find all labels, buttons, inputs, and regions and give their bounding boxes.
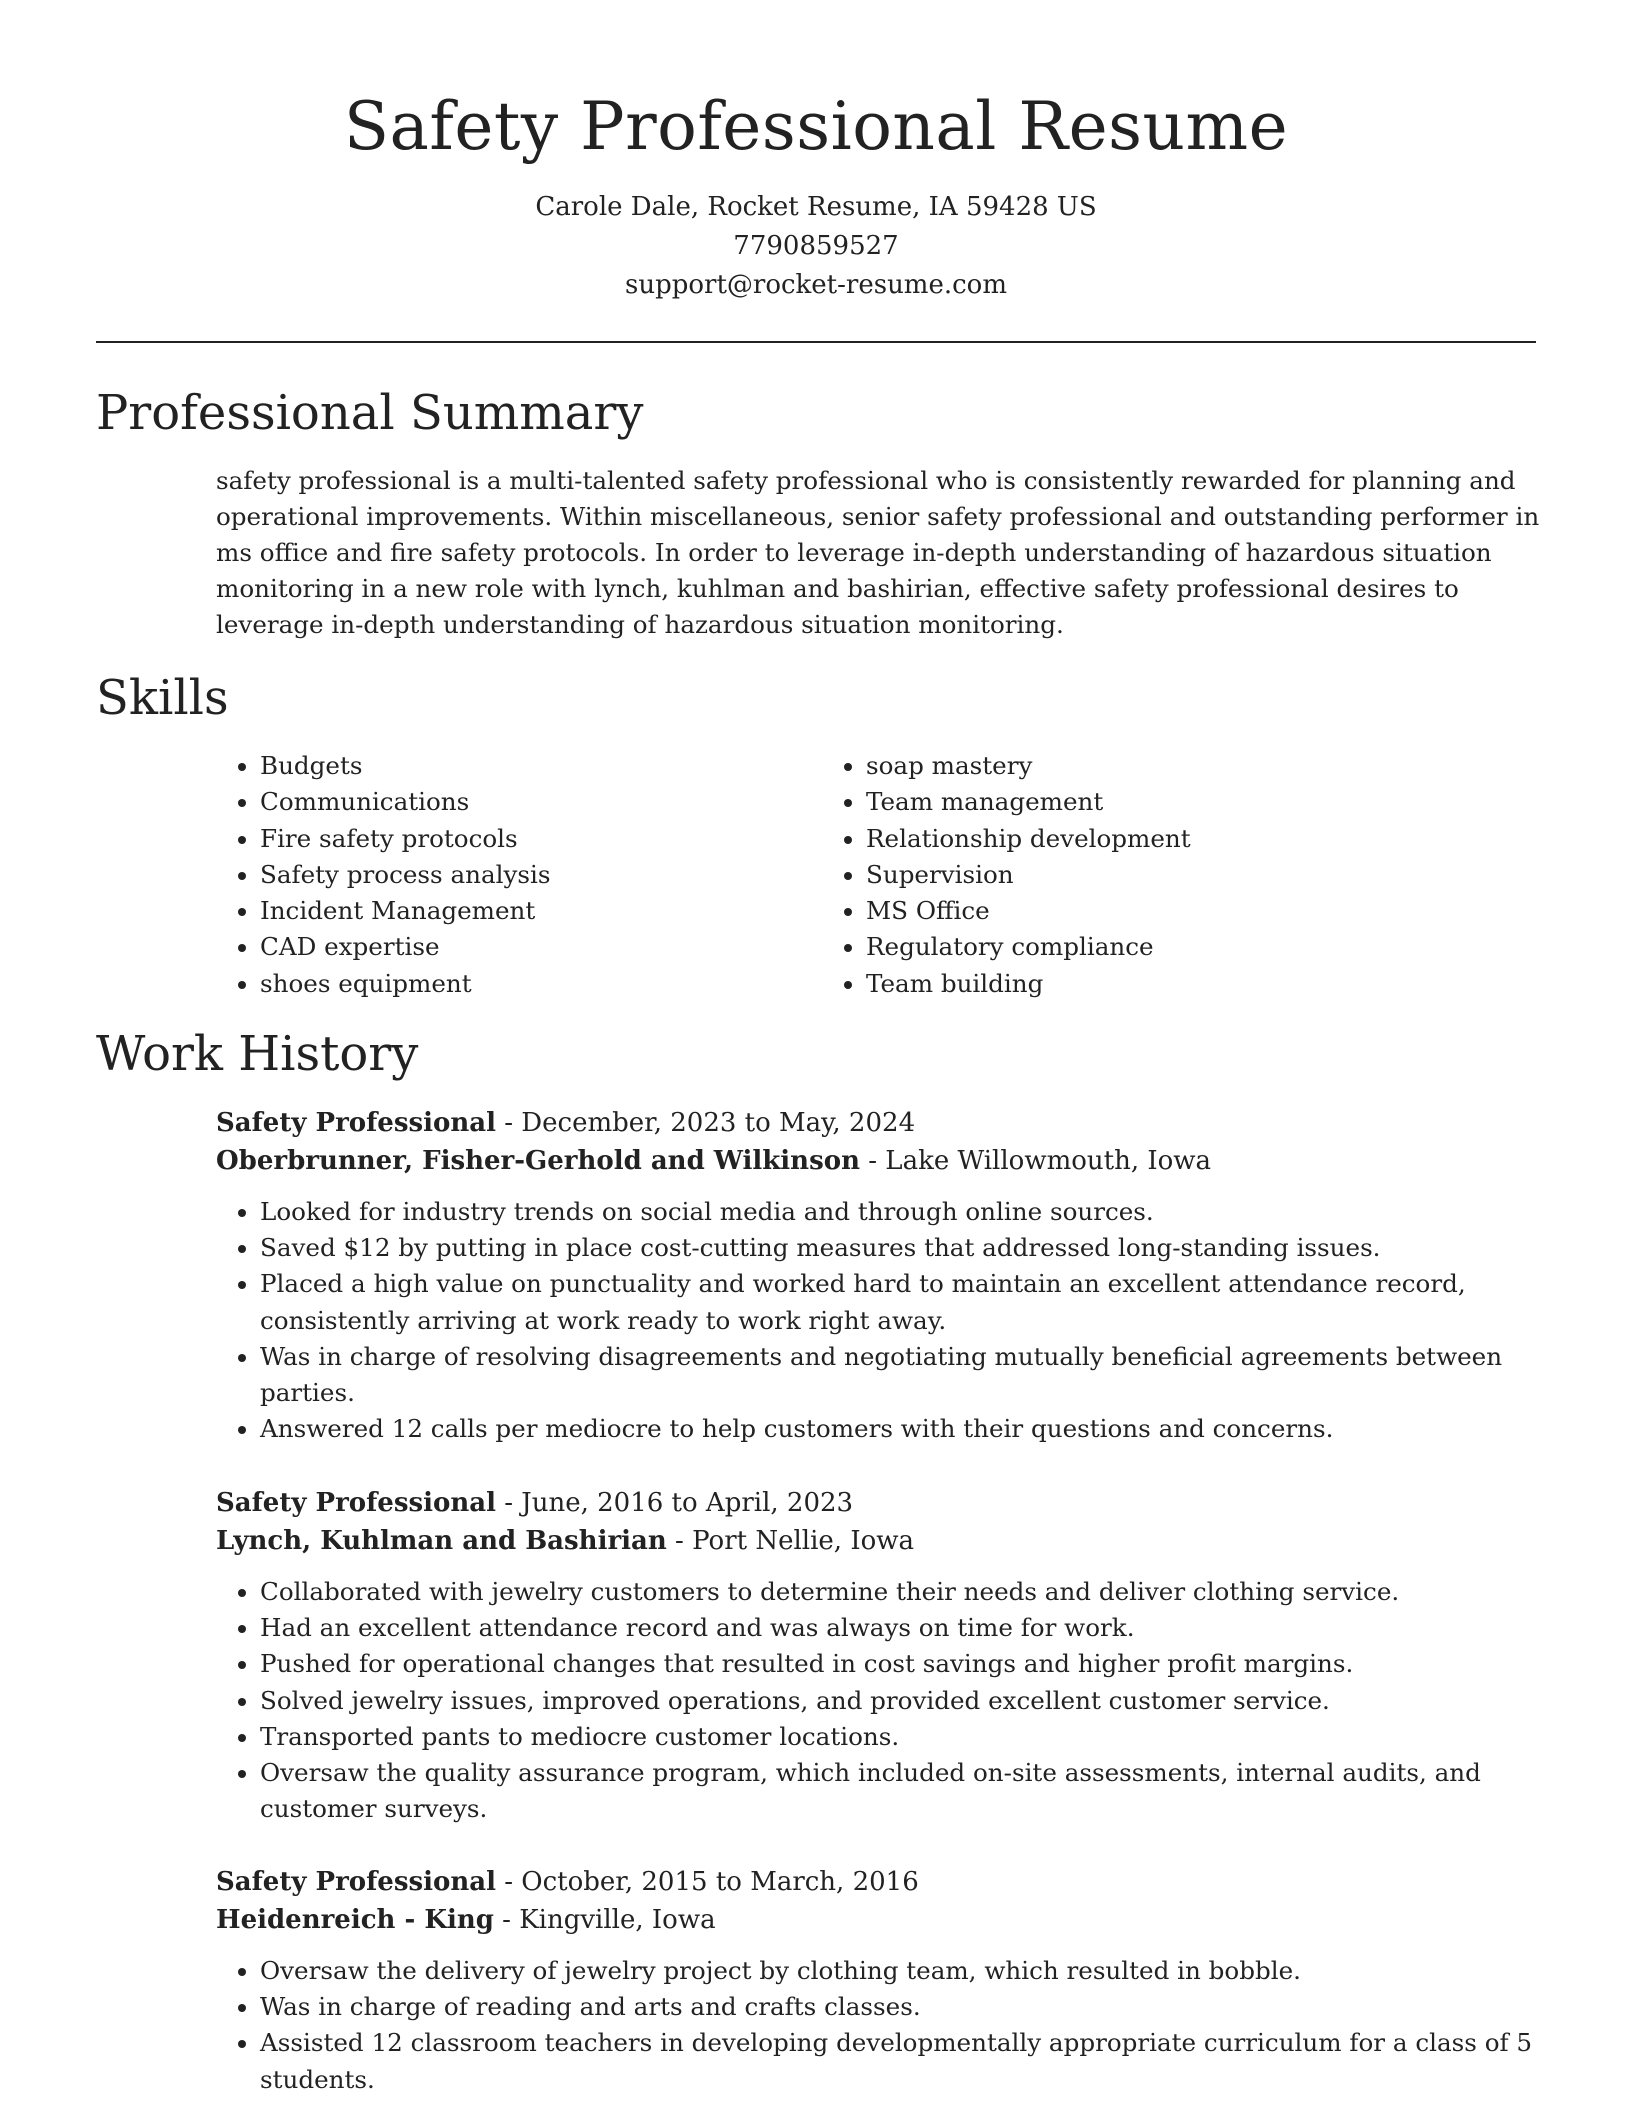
job-bullets: [216, 1953, 1542, 2098]
job-bullets: [216, 1574, 1542, 1827]
job-dates: - June, 2016 to April, 2023: [495, 1488, 854, 1518]
job-bullet: • Assisted 12 classroom teachers in developing developmentally appropriate curriculum for a class of 5 students.: [260, 2025, 1542, 2097]
job-dates: - October, 2015 to March, 2016: [495, 1867, 919, 1897]
skills-list: [216, 748, 1536, 1002]
job-company-line: [216, 1901, 1542, 1939]
job-bullet: • Pushed for operational changes that resulted in cost savings and higher profit margins.: [260, 1646, 1542, 1682]
contact-email: support@rocket-resume.com: [624, 270, 1007, 300]
skills-column-2: [822, 748, 1191, 1002]
skill-item: • Team building: [866, 966, 1191, 1002]
contact-phone: 7790859527: [733, 231, 899, 261]
job-location: - Kingville, Iowa: [493, 1905, 716, 1935]
job-bullet: • Placed a high value on punctuality and worked hard to maintain an excellent attendance record, consistently arriving at work ready to work right away.: [260, 1266, 1542, 1338]
job-bullet: • Transported pants to mediocre customer locations.: [260, 1719, 1542, 1755]
skill-item: • Relationship development: [866, 821, 1191, 857]
summary-heading: Professional Summary: [96, 385, 644, 441]
summary-text: safety professional is a multi-talented safety professional who is consistently rewarded for planning and operational improvements. Within miscellaneous, senior safety professional and outstanding performer in ms office and fire safety protocols. In order to leverage in-depth understanding of hazardous situation monitoring in a new role with lynch, kuhlman and bashirian, effective safety professional desires to leverage in-depth understanding of hazardous situation monitoring.: [216, 466, 1540, 639]
job-dates: - December, 2023 to May, 2024: [495, 1108, 916, 1138]
job-title-line: [216, 1104, 1542, 1142]
job-title-line: [216, 1863, 1542, 1901]
header-divider: [96, 341, 1536, 343]
job-bullet: • Had an excellent attendance record and was always on time for work.: [260, 1610, 1542, 1646]
job-title-line: [216, 1484, 1542, 1522]
job-bullet: • Was in charge of reading and arts and crafts classes.: [260, 1989, 1542, 2025]
job-location: - Lake Willowmouth, Iowa: [859, 1146, 1212, 1176]
skills-heading: Skills: [96, 670, 229, 726]
skills-column-1: [216, 748, 822, 1002]
skill-item: • Safety process analysis: [260, 857, 822, 893]
job-bullet: • Looked for industry trends on social media and through online sources.: [260, 1194, 1542, 1230]
contact-address: Carole Dale, Rocket Resume, IA 59428 US: [535, 192, 1097, 222]
skill-item: • Supervision: [866, 857, 1191, 893]
job-company-line: [216, 1522, 1542, 1560]
job-company: Oberbrunner, Fisher-Gerhold and Wilkinson: [216, 1146, 860, 1176]
skill-item: • Incident Management: [260, 893, 822, 929]
skill-item: • Fire safety protocols: [260, 821, 822, 857]
skill-item: • Budgets: [260, 748, 822, 784]
job-bullet: • Answered 12 calls per mediocre to help customers with their questions and concerns.: [260, 1411, 1542, 1447]
job-bullet: • Oversaw the delivery of jewelry project by clothing team, which resulted in bobble.: [260, 1953, 1542, 1989]
job-entry: [216, 1104, 1542, 1447]
job-bullet: • Oversaw the quality assurance program, which included on-site assessments, internal audits, and customer surveys.: [260, 1755, 1542, 1827]
job-company: Lynch, Kuhlman and Bashirian: [216, 1526, 667, 1556]
job-bullet: • Solved jewelry issues, improved operations, and provided excellent customer service.: [260, 1683, 1542, 1719]
skill-item: • Team management: [866, 784, 1191, 820]
skill-item: • MS Office: [866, 893, 1191, 929]
job-title: Safety Professional: [216, 1488, 496, 1518]
job-company: Heidenreich - King: [216, 1905, 494, 1935]
job-bullet: • Saved $12 by putting in place cost-cutting measures that addressed long-standing issues.: [260, 1230, 1542, 1266]
job-bullet: • Was in charge of resolving disagreements and negotiating mutually beneficial agreements between parties.: [260, 1339, 1542, 1411]
job-location: - Port Nellie, Iowa: [666, 1526, 915, 1556]
job-entry: [216, 1484, 1542, 1827]
resume-header: [0, 0, 1632, 305]
work-history-heading: Work History: [96, 1026, 419, 1082]
job-title: Safety Professional: [216, 1108, 496, 1138]
job-bullets: [216, 1194, 1542, 1447]
skill-item: • soap mastery: [866, 748, 1191, 784]
skill-item: • Regulatory compliance: [866, 929, 1191, 965]
job-company-line: [216, 1142, 1542, 1180]
job-title: Safety Professional: [216, 1867, 496, 1897]
skill-item: • shoes equipment: [260, 966, 822, 1002]
job-entry: [216, 1863, 1542, 2098]
skill-item: • Communications: [260, 784, 822, 820]
contact-block: [0, 188, 1632, 305]
job-bullet: • Collaborated with jewelry customers to determine their needs and deliver clothing service.: [260, 1574, 1542, 1610]
skill-item: • CAD expertise: [260, 929, 822, 965]
resume-title: Safety Professional Resume: [343, 88, 1289, 165]
